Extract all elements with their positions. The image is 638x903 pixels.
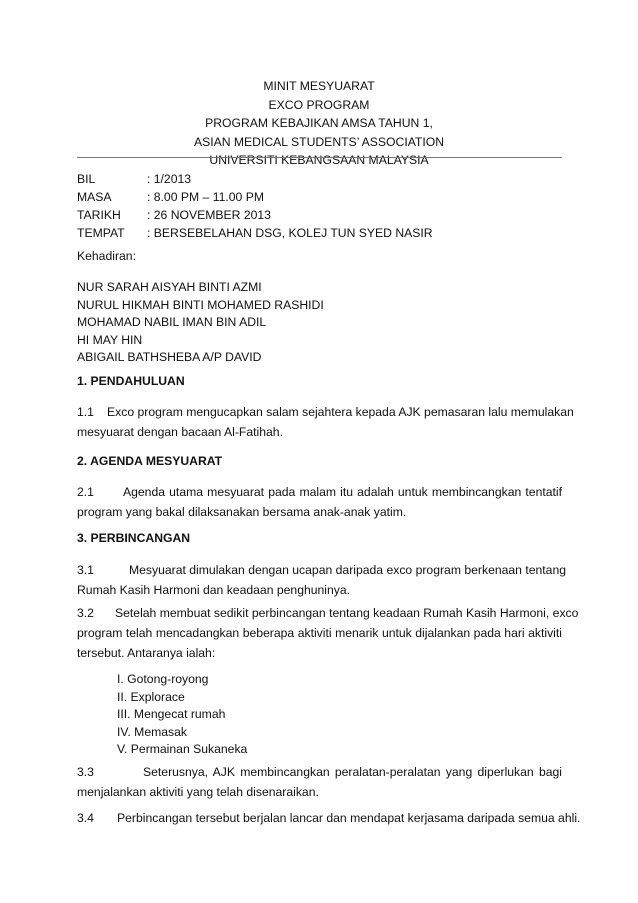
paragraph-line (77, 560, 567, 580)
meeting-details (77, 170, 433, 242)
activity-list (117, 670, 247, 758)
paragraph-number: 2.1 (77, 485, 94, 499)
paragraph-text: Setelah membuat sedikit perbincangan tentang keadaan Rumah Kasih Harmoni, exco (115, 606, 579, 620)
paragraph-3-4 (77, 808, 581, 828)
header-title: MINIT MESYUARAT (263, 79, 375, 93)
paragraph-line: program telah mencadangkan beberapa aktiviti menarik untuk dijalankan pada hari aktiviti (77, 626, 562, 640)
paragraph-line: tersebut. Antaranya ialah: (77, 646, 216, 660)
attendee-name: NUR SARAH AISYAH BINTI AZMI (77, 280, 262, 294)
meta-row-masa (77, 188, 433, 206)
paragraph-number: 3.1 (77, 563, 94, 577)
document-header (0, 77, 638, 170)
meta-value: : 26 NOVEMBER 2013 (147, 208, 271, 222)
paragraph-text: Exco program mengucapkan salam sejahtera kepada AJK pemasaran lalu memulakan (107, 405, 574, 419)
paragraph-number: 3.2 (77, 606, 94, 620)
paragraph-line (77, 402, 574, 422)
paragraph-line (77, 808, 581, 828)
paragraph-line: mesyuarat dengan bacaan Al-Fatihah. (77, 425, 283, 439)
paragraph-line: Rumah Kasih Harmoni dan keadaan penghuninya. (77, 583, 351, 597)
header-university: UNIVERSITI KEBANGSAAN MALAYSIA (209, 153, 429, 167)
section-heading-agenda: 2. AGENDA MESYUARAT (77, 454, 223, 468)
meta-row-tempat (77, 224, 433, 242)
attendance-list (77, 278, 562, 366)
paragraph-text: Perbincangan tersebut berjalan lancar dan mendapat kerjasama daripada semua ahli. (117, 811, 581, 825)
paragraph-2-1 (77, 482, 562, 522)
attendance-label: Kehadiran: (77, 249, 136, 263)
header-divider (77, 157, 562, 158)
header-association: ASIAN MEDICAL STUDENTS’ ASSOCIATION (193, 134, 445, 149)
activity-item: III. Mengecat rumah (117, 707, 226, 721)
activity-item: II. Explorace (117, 689, 185, 704)
header-program: PROGRAM KEBAJIKAN AMSA TAHUN 1, (205, 116, 433, 130)
paragraph-3-1 (77, 560, 567, 600)
paragraph-line (77, 603, 579, 623)
activity-item: IV. Memasak (117, 724, 187, 739)
meta-value: : BERSEBELAHAN DSG, KOLEJ TUN SYED NASIR (147, 226, 433, 240)
attendee-name: NURUL HIKMAH BINTI MOHAMED RASHIDI (77, 297, 324, 312)
attendee-name: HI MAY HIN (77, 332, 143, 347)
paragraph-line (77, 762, 562, 782)
paragraph-line: program yang bakal dilaksanakan bersama anak-anak yatim. (77, 505, 407, 519)
paragraph-3-3 (77, 762, 562, 802)
meta-value: : 8.00 PM – 11.00 PM (147, 190, 264, 204)
paragraph-line (77, 482, 562, 502)
section-heading-perbincangan: 3. PERBINCANGAN (77, 531, 191, 545)
paragraph-number: 3.4 (77, 811, 94, 825)
meta-key: BIL (77, 172, 96, 186)
meta-row-bil (77, 170, 433, 188)
paragraph-text: Seterusnya, AJK membincangkan peralatan-peralatan yang diperlukan bagi (143, 765, 562, 779)
meta-key: MASA (77, 190, 112, 204)
activity-item: V. Permainan Sukaneka (117, 742, 248, 756)
paragraph-text: Mesyuarat dimulakan dengan ucapan daripada exco program berkenaan tentang (129, 563, 567, 577)
attendee-name: MOHAMAD NABIL IMAN BIN ADIL (77, 315, 267, 329)
paragraph-3-2 (77, 603, 579, 663)
paragraph-1-1 (77, 402, 574, 442)
paragraph-number: 1.1 (77, 405, 94, 419)
section-heading-pendahuluan: 1. PENDAHULUAN (77, 374, 185, 388)
meta-value: : 1/2013 (147, 172, 192, 186)
attendee-name: ABIGAIL BATHSHEBA A/P DAVID (77, 350, 262, 364)
paragraph-number: 3.3 (77, 765, 94, 779)
header-subtitle: EXCO PROGRAM (268, 97, 370, 112)
paragraph-line: menjalankan aktiviti yang telah disenaraikan. (77, 785, 319, 799)
meta-key: TEMPAT (77, 226, 125, 240)
meta-row-tarikh (77, 206, 433, 224)
paragraph-text: Agenda utama mesyuarat pada malam itu adalah untuk membincangkan tentatif (123, 485, 562, 499)
meta-key: TARIKH (77, 208, 121, 222)
activity-item: I. Gotong-royong (117, 672, 209, 686)
